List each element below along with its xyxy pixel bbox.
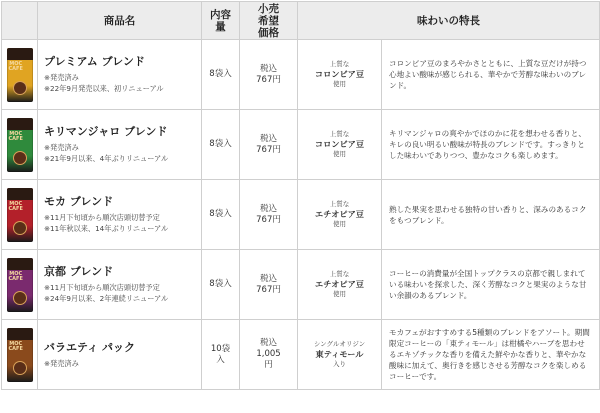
product-price-line3: 円 (264, 360, 273, 370)
product-name: キリマンジャロ ブレンド (44, 125, 168, 138)
origin-suffix: 使用 (333, 150, 346, 158)
header-price-line3: 価格 (258, 26, 279, 39)
product-qty-line1: 8袋入 (209, 69, 232, 79)
product-origin (298, 40, 382, 110)
product-price-line1: 税込 (259, 133, 277, 144)
product-note: ※11年秋以来、14年ぶりリニューアル (44, 224, 169, 233)
product-note: ※11月下旬頃から順次店頭切替予定 (44, 283, 160, 292)
origin-suffix: 使用 (333, 80, 346, 88)
product-price-line2: 767円 (256, 144, 281, 155)
product-name: 京都 ブレンド (44, 265, 114, 278)
origin-main: コロンビア豆 (314, 69, 365, 79)
origin-suffix: 入り (333, 360, 346, 368)
origin-suffix: 使用 (333, 220, 346, 228)
product-qty (202, 110, 240, 180)
product-name-cell (38, 40, 202, 110)
product-image-cell (2, 320, 38, 390)
table-row (2, 110, 600, 180)
product-qty-line1: 8袋入 (209, 139, 232, 149)
product-package-image: MOC CAFE (7, 118, 33, 172)
product-qty (202, 320, 240, 390)
header-feature: 味わいの特長 (298, 2, 600, 40)
table-row (2, 180, 600, 250)
product-price-line1: 税込 (259, 63, 277, 74)
product-description: コーヒーの消費量が全国トップクラスの京都で親しまれている味わいを探求した、深く芳醇なコクと果実のような甘い余韻のあるブレンド。 (382, 250, 600, 320)
product-qty (202, 40, 240, 110)
product-price-line2: 767円 (256, 284, 281, 295)
product-qty-line1: 10袋 (210, 343, 231, 354)
product-description: キリマンジャロの爽やかでほのかに花を想わせる香りと、キレの良い明るい酸味が特長のブレンドです。すっきりとした味わいでありつつ、豊かなコクも楽しめます。 (382, 110, 600, 180)
table-row (2, 250, 600, 320)
product-price (240, 40, 298, 110)
product-name-cell (38, 320, 202, 390)
header-content-line2: 量 (215, 20, 226, 33)
origin-prefix: 上質な (329, 270, 350, 278)
origin-prefix: シングルオリジン (313, 340, 366, 348)
product-image-cell (2, 180, 38, 250)
product-qty-line1: 8袋入 (209, 279, 232, 289)
product-image-cell (2, 40, 38, 110)
origin-prefix: 上質な (329, 60, 350, 68)
product-description: モカフェがおすすめする5種類のブレンドをアソート。期間限定コーヒーの「東ティモール」は柑橘やハーブを思わせるエキゾチックな香りを備えた鮮やかな香りと、華やかな酸味に加えて、奥行きを感じさせる芳醇なコクを楽しめるコーヒーです。 (382, 320, 600, 390)
origin-main: エチオピア豆 (315, 209, 364, 219)
header-content (202, 2, 240, 40)
product-name: モカ ブレンド (44, 195, 114, 208)
product-qty-line1: 8袋入 (209, 209, 232, 219)
table-row (2, 320, 600, 390)
product-name: バラエティ パック (44, 340, 135, 354)
product-price-line1: 税込 (259, 338, 277, 348)
origin-main: 東ティモール (315, 349, 364, 359)
product-qty (202, 180, 240, 250)
product-price (240, 110, 298, 180)
product-image-cell (2, 110, 38, 180)
origin-main: エチオピア豆 (315, 279, 364, 289)
product-package-image: MOC CAFE (7, 258, 33, 312)
product-name: プレミアム ブレンド (44, 55, 145, 68)
origin-suffix: 使用 (333, 290, 346, 298)
product-image-cell (2, 250, 38, 320)
table-row (2, 40, 600, 110)
product-note: ※22年9月発売以来、初リニューアル (44, 84, 164, 93)
product-origin (298, 110, 382, 180)
product-name-cell (38, 110, 202, 180)
origin-main: コロンビア豆 (314, 139, 365, 149)
product-price (240, 250, 298, 320)
product-price-line2: 1,005 (256, 349, 281, 359)
product-description: 熟した果実を思わせる独特の甘い香りと、深みのあるコクをもつブレンド。 (382, 180, 600, 250)
product-qty-line2: 入 (216, 354, 225, 365)
product-origin (298, 250, 382, 320)
header-name: 商品名 (38, 2, 202, 40)
product-origin (298, 320, 382, 390)
product-note: ※24年9月以来、2年連続リニューアル (44, 294, 169, 303)
header-image (2, 2, 38, 40)
origin-prefix: 上質な (329, 130, 350, 138)
product-price-line1: 税込 (259, 273, 277, 284)
product-package-image: MOC CAFE (7, 48, 33, 102)
table-header-row (2, 2, 600, 40)
product-name-cell (38, 250, 202, 320)
header-price-line2: 希望 (258, 14, 279, 27)
product-package-image: MOC CAFE (7, 188, 33, 242)
origin-prefix: 上質な (329, 200, 350, 208)
product-price-line2: 767円 (256, 74, 281, 85)
header-price-line1: 小売 (258, 2, 279, 15)
product-note: ※21年9月以来、4年ぶりリニューアル (44, 154, 169, 163)
product-description: コロンビア豆のまろやかさとともに、上質な豆だけが持つ心地よい酸味が感じられる、華やかで芳醇な味わいのブレンド。 (382, 40, 600, 110)
product-price (240, 320, 298, 390)
product-note: ※発売済み (44, 358, 79, 368)
header-content-line1: 内容 (210, 8, 231, 21)
product-origin (298, 180, 382, 250)
header-price (240, 2, 298, 40)
product-qty (202, 250, 240, 320)
product-price (240, 180, 298, 250)
product-name-cell (38, 180, 202, 250)
product-note: ※11月下旬頃から順次店頭切替予定 (44, 213, 160, 222)
product-package-image: MOC CAFE (7, 328, 33, 382)
product-note: ※発売済み (44, 73, 79, 82)
product-price-line2: 767円 (256, 214, 281, 225)
product-table (1, 1, 600, 390)
product-price-line1: 税込 (259, 203, 277, 214)
product-note: ※発売済み (44, 143, 79, 152)
